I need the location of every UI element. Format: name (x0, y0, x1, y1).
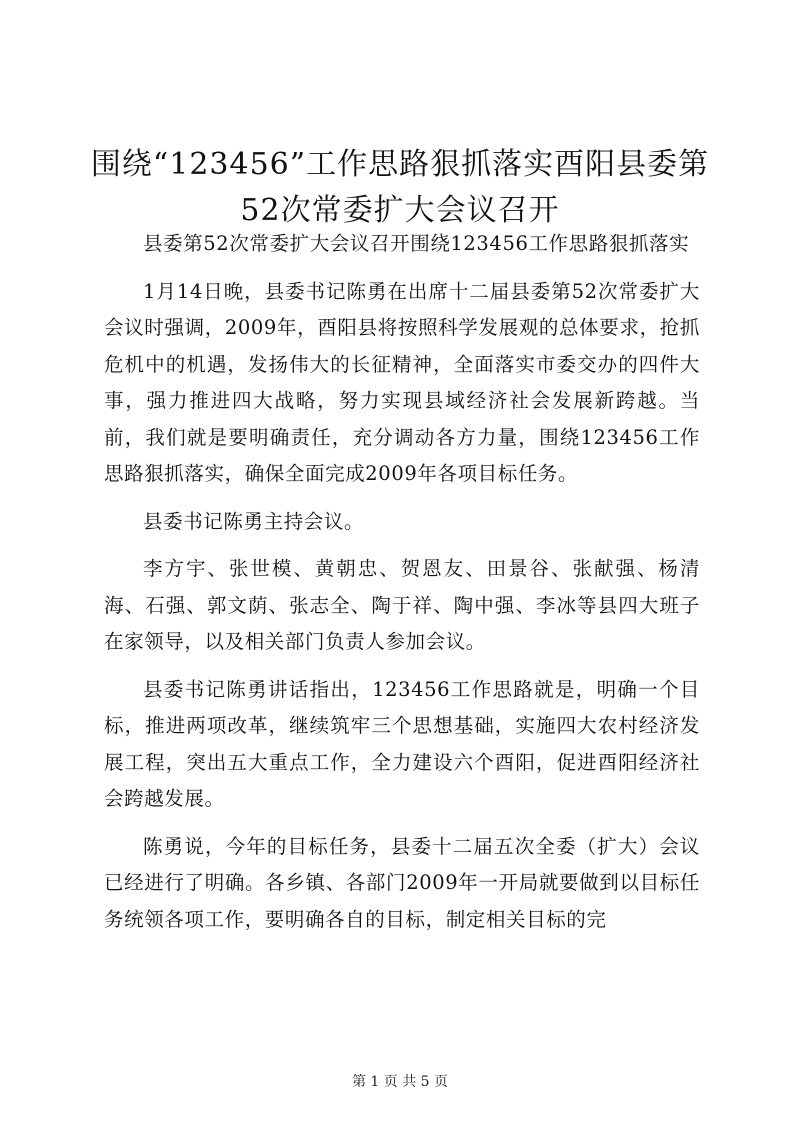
paragraph-subtitle: 县委第52次常委扩大会议召开围绕123456工作思路狠抓落实 (143, 232, 690, 255)
document-title (90, 142, 710, 234)
paragraph-targets: 陈勇说，今年的目标任务，县委十二届五次全委（扩大）会议已经进行了明确。各乡镇、各部门2009年一开局就要做到以目标任务统领各项工作，要明确各自的目标，制定相关目标的完 (104, 834, 700, 931)
page-number-footer: 第 1 页 共 5 页 (351, 1074, 449, 1090)
title-line-2: 52次常委扩大会议召开 (240, 193, 560, 228)
document-body (104, 226, 700, 938)
paragraph-chair: 县委书记陈勇主持会议。 (143, 509, 365, 533)
paragraph-attendees: 李方宇、张世模、黄朝忠、贺恩友、田景谷、张献强、杨清海、石强、郭文荫、张志全、陶于祥、陶中强、李冰等县四大班子在家领导，以及相关部门负责人参加会议。 (104, 557, 700, 653)
title-line-1: 围绕“123456”工作思路狠抓落实酉阳县委第 (90, 147, 710, 182)
paragraph-work-plan: 县委书记陈勇讲话指出，123456工作思路就是，明确一个目标，推进两项改革，继续筑牢三个思想基础，实施四大农村经济发展工程，突出五大重点工作，全力建设六个酉阳，促进酉阳经济社会跨越发展。 (104, 677, 700, 810)
paragraph-meeting-summary: 1月14日晚，县委书记陈勇在出席十二届县委第52次常委扩大会议时强调，2009年，酉阳县将按照科学发展观的总体要求，抢抓危机中的机遇，发扬伟大的长征精神，全面落实市委交办的四件大事，强力推进四大战略，努力实现县域经济社会发展新跨越。当前，我们就是要明确责任，充分调动各方力量，围绕123456工作思路狠抓落实，确保全面完成2009年各项目标任务。 (104, 279, 700, 485)
